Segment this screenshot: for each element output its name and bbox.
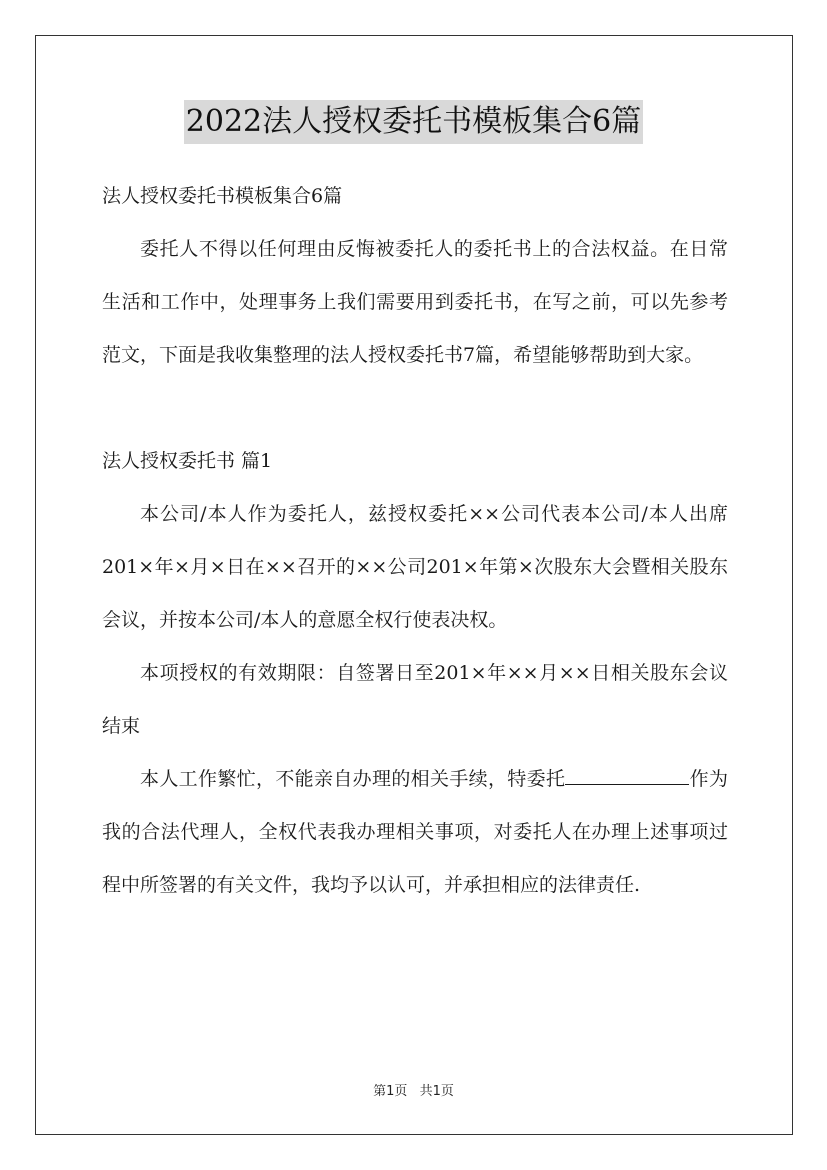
signature-blank-line	[565, 766, 689, 785]
section-1-paragraph-3	[102, 753, 728, 912]
document-subtitle: 法人授权委托书模板集合6篇	[102, 185, 343, 207]
page-footer	[0, 1080, 827, 1099]
page-number: 第1页	[373, 1084, 408, 1099]
document-title: 2022法人授权委托书模板集合6篇	[184, 100, 643, 144]
section-1-paragraph-2: 本项授权的有效期限：自签署日至201×年××月××日相关股东会议结束	[102, 662, 728, 737]
section-1-heading: 法人授权委托书 篇1	[102, 450, 273, 472]
paragraph-3-text-before-blank: 本人工作繁忙，不能亲自办理的相关手续，特委托	[140, 768, 566, 790]
section-gap	[102, 382, 728, 435]
paragraph-3-text-after-blank: 作为我的合法代理人，全权代表我办理相关事项，对委托人在办理上述事项过程中所签署的有关文件，我均予以认可，并承担相应的法律责任.	[102, 768, 728, 896]
document-body	[102, 170, 728, 912]
intro-paragraph: 委托人不得以任何理由反悔被委托人的委托书上的合法权益。在日常生活和工作中，处理事务上我们需要用到委托书，在写之前，可以先参考范文，下面是我收集整理的法人授权委托书7篇，希望能够帮助到大家。	[102, 238, 728, 366]
section-1-paragraph-1: 本公司/本人作为委托人，兹授权委托××公司代表本公司/本人出席201×年×月×日在××召开的××公司201×年第×次股东大会暨相关股东会议，并按本公司/本人的意愿全权行使表决权。	[102, 503, 728, 631]
page-total: 共1页	[419, 1084, 454, 1099]
title-wrap	[0, 100, 827, 144]
